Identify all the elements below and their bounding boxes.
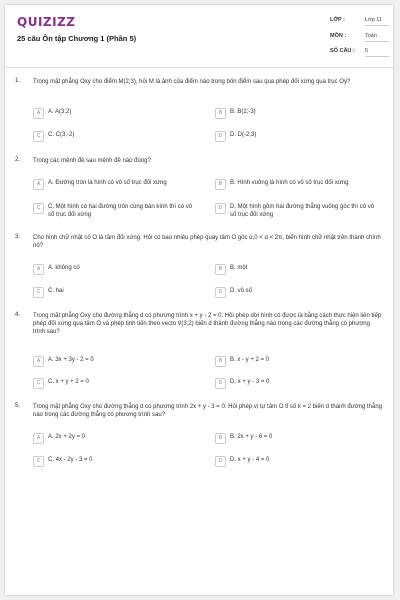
option-letter-box: A [33, 433, 44, 444]
option-letter-box: C [33, 203, 44, 214]
option-letter-box: A [33, 264, 44, 275]
question-number: 2. [15, 157, 21, 163]
option-text: D. Một hình gồm hai đường thẳng vuông góc thì có vô số trục đối xứng [230, 204, 375, 218]
option-text: D. D(-2;3) [230, 132, 257, 138]
option-letter-box: D [215, 456, 226, 467]
option-text: C. Một hình có hai đường tròn cùng bán kính thì có vô số trục đối xứng [48, 204, 193, 218]
option-letter-box: D [215, 203, 226, 214]
option-letter-box: D [215, 131, 226, 142]
option-text: D. vô số [230, 288, 253, 294]
question-count-value: 5 [365, 48, 389, 57]
option-letter-box: C [33, 131, 44, 142]
option-letter-box: D [215, 378, 226, 389]
question-text: Trong mặt phẳng Oxy cho đường thẳng d có phương trình x + y - 2 = 0. Hỏi phép dời hình có được là bằng cách thực hiện liên tiếp phép đối xứng qua tâm O và phép tịnh tiến theo vecto v⃗(3;2) biến d thành đường thẳng nào trong các đường thẳng có phương trình sau? [33, 313, 382, 335]
option-text: B. Hình vuông là hình có vô số trục đối xứng [230, 180, 349, 186]
question-count-label: SỐ CÂU : [330, 48, 355, 54]
option-letter-box: C [33, 378, 44, 389]
option-letter-box: B [215, 264, 226, 275]
option-text: B. 2x + y - 6 = 0 [230, 434, 273, 440]
option-text: B. B(2;-3) [230, 109, 256, 115]
class-value: Lớp 11 [365, 17, 389, 26]
question-text: Trong các mệnh đề sau mệnh đề nào đúng? [33, 158, 151, 164]
option-letter-box: B [215, 108, 226, 119]
option-text: C. x + y + 2 = 0 [48, 379, 89, 385]
option-letter-box: D [215, 287, 226, 298]
option-letter-box: A [33, 108, 44, 119]
question-text: Trong mặt phẳng Oxy cho điểm M(2;3), hỏi M là ảnh của điểm nào trong bốn điểm sau qua phép đối xứng qua trục Oy? [33, 79, 351, 85]
option-letter-box: B [215, 356, 226, 367]
option-text: C. hai [48, 288, 64, 294]
option-text: B. x - y + 2 = 0 [230, 357, 270, 363]
option-text: C. 4x - 2y - 3 = 0 [48, 457, 93, 463]
option-text: C. C(3;-2) [48, 132, 75, 138]
question-number: 3. [15, 234, 21, 240]
question-number: 1. [15, 78, 21, 84]
option-text: A. Đường tròn là hình có vô số trục đối xứng [48, 180, 167, 186]
option-text: D. x + y - 4 = 0 [230, 457, 270, 463]
quizizz-logo: QUIZIZZ [17, 15, 76, 29]
option-letter-box: B [215, 433, 226, 444]
subject-label: MÔN : [330, 33, 347, 39]
question-text: Trong mặt phẳng Oxy cho đường thẳng d có phương trình 2x + y - 3 = 0. Hỏi phép vị tự tâm O tỉ số k = 2 biến d thành đường thẳng nào trong các đường thẳng có phương trình sau? [33, 404, 383, 418]
worksheet-page [5, 5, 393, 595]
option-text: A. 3x + 3y - 2 = 0 [48, 357, 94, 363]
option-text: A. A(3;2) [48, 109, 72, 115]
option-letter-box: A [33, 179, 44, 190]
class-label: LỚP : [330, 17, 345, 23]
question-number: 5. [15, 403, 21, 409]
worksheet-title: 25 câu Ôn tập Chương 1 (Phần 5) [17, 34, 137, 43]
option-letter-box: C [33, 456, 44, 467]
option-text: A. 2x + 2y = 0 [48, 434, 86, 440]
option-text: B. một [230, 265, 248, 271]
question-number: 4. [15, 312, 21, 318]
option-letter-box: A [33, 356, 44, 367]
option-text: A. không có [48, 265, 80, 271]
option-letter-box: B [215, 179, 226, 190]
option-text: D. x + y - 3 = 0 [230, 379, 270, 385]
worksheet-header [5, 5, 393, 68]
option-letter-box: C [33, 287, 44, 298]
subject-value: Toán [365, 33, 389, 42]
question-text: Cho hình chữ nhật có O là tâm đối xứng. Hỏi có bao nhiêu phép quay tâm O góc α,0 < α < 2π, biến hình chữ nhật trên thành chính nó? [33, 235, 381, 249]
